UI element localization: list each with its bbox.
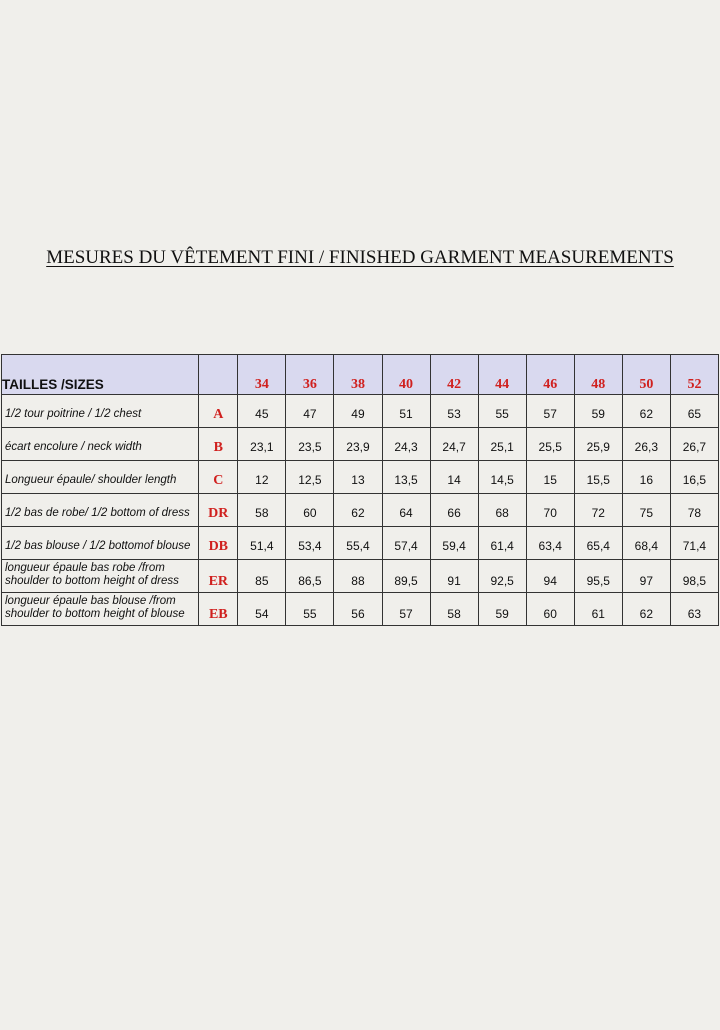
measurement-value: 60: [526, 593, 574, 626]
measurement-value: 55,4: [334, 527, 382, 560]
measurement-value: 57,4: [382, 527, 430, 560]
size-header-40: 40: [382, 355, 430, 395]
measurement-value: 72: [574, 494, 622, 527]
measurement-value: 63,4: [526, 527, 574, 560]
measurement-label-line: longueur épaule bas blouse /from: [5, 595, 176, 607]
measurement-value: 91: [430, 560, 478, 593]
measurement-value: 58: [238, 494, 286, 527]
measurement-value: 65,4: [574, 527, 622, 560]
measurement-value: 59: [574, 395, 622, 428]
measurement-value: 53: [430, 395, 478, 428]
measurement-value: 25,1: [478, 428, 526, 461]
measurement-code: C: [199, 461, 238, 494]
measurement-value: 63: [670, 593, 718, 626]
measurement-value: 45: [238, 395, 286, 428]
measurement-value: 25,9: [574, 428, 622, 461]
measurement-value: 16,5: [670, 461, 718, 494]
measurement-value: 57: [526, 395, 574, 428]
table-row: [2, 428, 719, 461]
measurement-value: 92,5: [478, 560, 526, 593]
measurement-value: 15,5: [574, 461, 622, 494]
measurement-value: 85: [238, 560, 286, 593]
measurement-value: 62: [622, 395, 670, 428]
measurement-label: [2, 593, 199, 626]
page-title: MESURES DU VÊTEMENT FINI / FINISHED GARMENT MEASUREMENTS: [46, 247, 674, 268]
measurement-value: 89,5: [382, 560, 430, 593]
size-header-52: 52: [670, 355, 718, 395]
measurement-label: [2, 395, 199, 428]
table-row: [2, 395, 719, 428]
measurement-value: 57: [382, 593, 430, 626]
table-row: [2, 593, 719, 626]
measurement-value: 13: [334, 461, 382, 494]
measurement-value: 97: [622, 560, 670, 593]
measurement-value: 16: [622, 461, 670, 494]
measurement-value: 53,4: [286, 527, 334, 560]
measurement-code: B: [199, 428, 238, 461]
measurement-value: 60: [286, 494, 334, 527]
size-header-50: 50: [622, 355, 670, 395]
measurement-value: 25,5: [526, 428, 574, 461]
measurement-code: A: [199, 395, 238, 428]
measurement-label-line: longueur épaule bas robe /from: [5, 562, 165, 574]
measurement-value: 24,3: [382, 428, 430, 461]
measurement-value: 62: [622, 593, 670, 626]
code-header-cell: [199, 355, 238, 395]
measurement-code: DB: [199, 527, 238, 560]
table-row: [2, 527, 719, 560]
measurement-value: 15: [526, 461, 574, 494]
measurement-value: 26,7: [670, 428, 718, 461]
size-header-48: 48: [574, 355, 622, 395]
measurement-value: 61,4: [478, 527, 526, 560]
measurement-label-line: Longueur épaule/ shoulder length: [5, 474, 177, 486]
measurement-value: 12: [238, 461, 286, 494]
measurement-value: 65: [670, 395, 718, 428]
table-header-row: [2, 355, 719, 395]
measurement-value: 26,3: [622, 428, 670, 461]
measurement-value: 71,4: [670, 527, 718, 560]
measurement-value: 56: [334, 593, 382, 626]
table-row: [2, 560, 719, 593]
measurements-table: [1, 354, 719, 626]
measurement-value: 14: [430, 461, 478, 494]
measurement-value: 62: [334, 494, 382, 527]
measurement-label-line: shoulder to bottom height of dress: [5, 575, 179, 587]
measurement-value: 88: [334, 560, 382, 593]
measurement-code: EB: [199, 593, 238, 626]
size-header-36: 36: [286, 355, 334, 395]
table-row: [2, 461, 719, 494]
measurement-value: 78: [670, 494, 718, 527]
measurement-value: 23,9: [334, 428, 382, 461]
measurement-code: DR: [199, 494, 238, 527]
measurement-value: 54: [238, 593, 286, 626]
measurement-value: 51,4: [238, 527, 286, 560]
measurement-value: 61: [574, 593, 622, 626]
measurement-value: 55: [286, 593, 334, 626]
measurement-label-line: 1/2 tour poitrine / 1/2 chest: [5, 408, 142, 420]
measurement-label: [2, 428, 199, 461]
measurement-value: 66: [430, 494, 478, 527]
table-row: [2, 494, 719, 527]
size-header-38: 38: [334, 355, 382, 395]
measurement-value: 64: [382, 494, 430, 527]
measurement-value: 68,4: [622, 527, 670, 560]
measurement-label: [2, 560, 199, 593]
measurement-value: 13,5: [382, 461, 430, 494]
measurement-value: 75: [622, 494, 670, 527]
size-header-46: 46: [526, 355, 574, 395]
measurement-label: [2, 494, 199, 527]
measurement-value: 23,1: [238, 428, 286, 461]
measurement-value: 51: [382, 395, 430, 428]
measurement-value: 86,5: [286, 560, 334, 593]
measurement-label-line: 1/2 bas blouse / 1/2 bottomof blouse: [5, 540, 191, 552]
size-header-34: 34: [238, 355, 286, 395]
measurement-value: 59,4: [430, 527, 478, 560]
measurement-label: [2, 527, 199, 560]
measurement-value: 68: [478, 494, 526, 527]
sizes-label: TAILLES /SIZES: [2, 355, 199, 395]
measurement-value: 98,5: [670, 560, 718, 593]
measurement-label: [2, 461, 199, 494]
size-header-42: 42: [430, 355, 478, 395]
measurement-value: 49: [334, 395, 382, 428]
measurement-label-line: écart encolure / neck width: [5, 441, 142, 453]
measurement-value: 59: [478, 593, 526, 626]
size-header-44: 44: [478, 355, 526, 395]
measurement-value: 94: [526, 560, 574, 593]
measurement-value: 58: [430, 593, 478, 626]
measurement-code: ER: [199, 560, 238, 593]
measurement-value: 14,5: [478, 461, 526, 494]
measurement-value: 47: [286, 395, 334, 428]
measurement-value: 55: [478, 395, 526, 428]
measurement-value: 24,7: [430, 428, 478, 461]
measurement-value: 23,5: [286, 428, 334, 461]
measurement-label-line: shoulder to bottom height of blouse: [5, 608, 185, 620]
measurement-label-line: 1/2 bas de robe/ 1/2 bottom of dress: [5, 507, 190, 519]
measurement-value: 12,5: [286, 461, 334, 494]
measurement-value: 95,5: [574, 560, 622, 593]
measurement-value: 70: [526, 494, 574, 527]
